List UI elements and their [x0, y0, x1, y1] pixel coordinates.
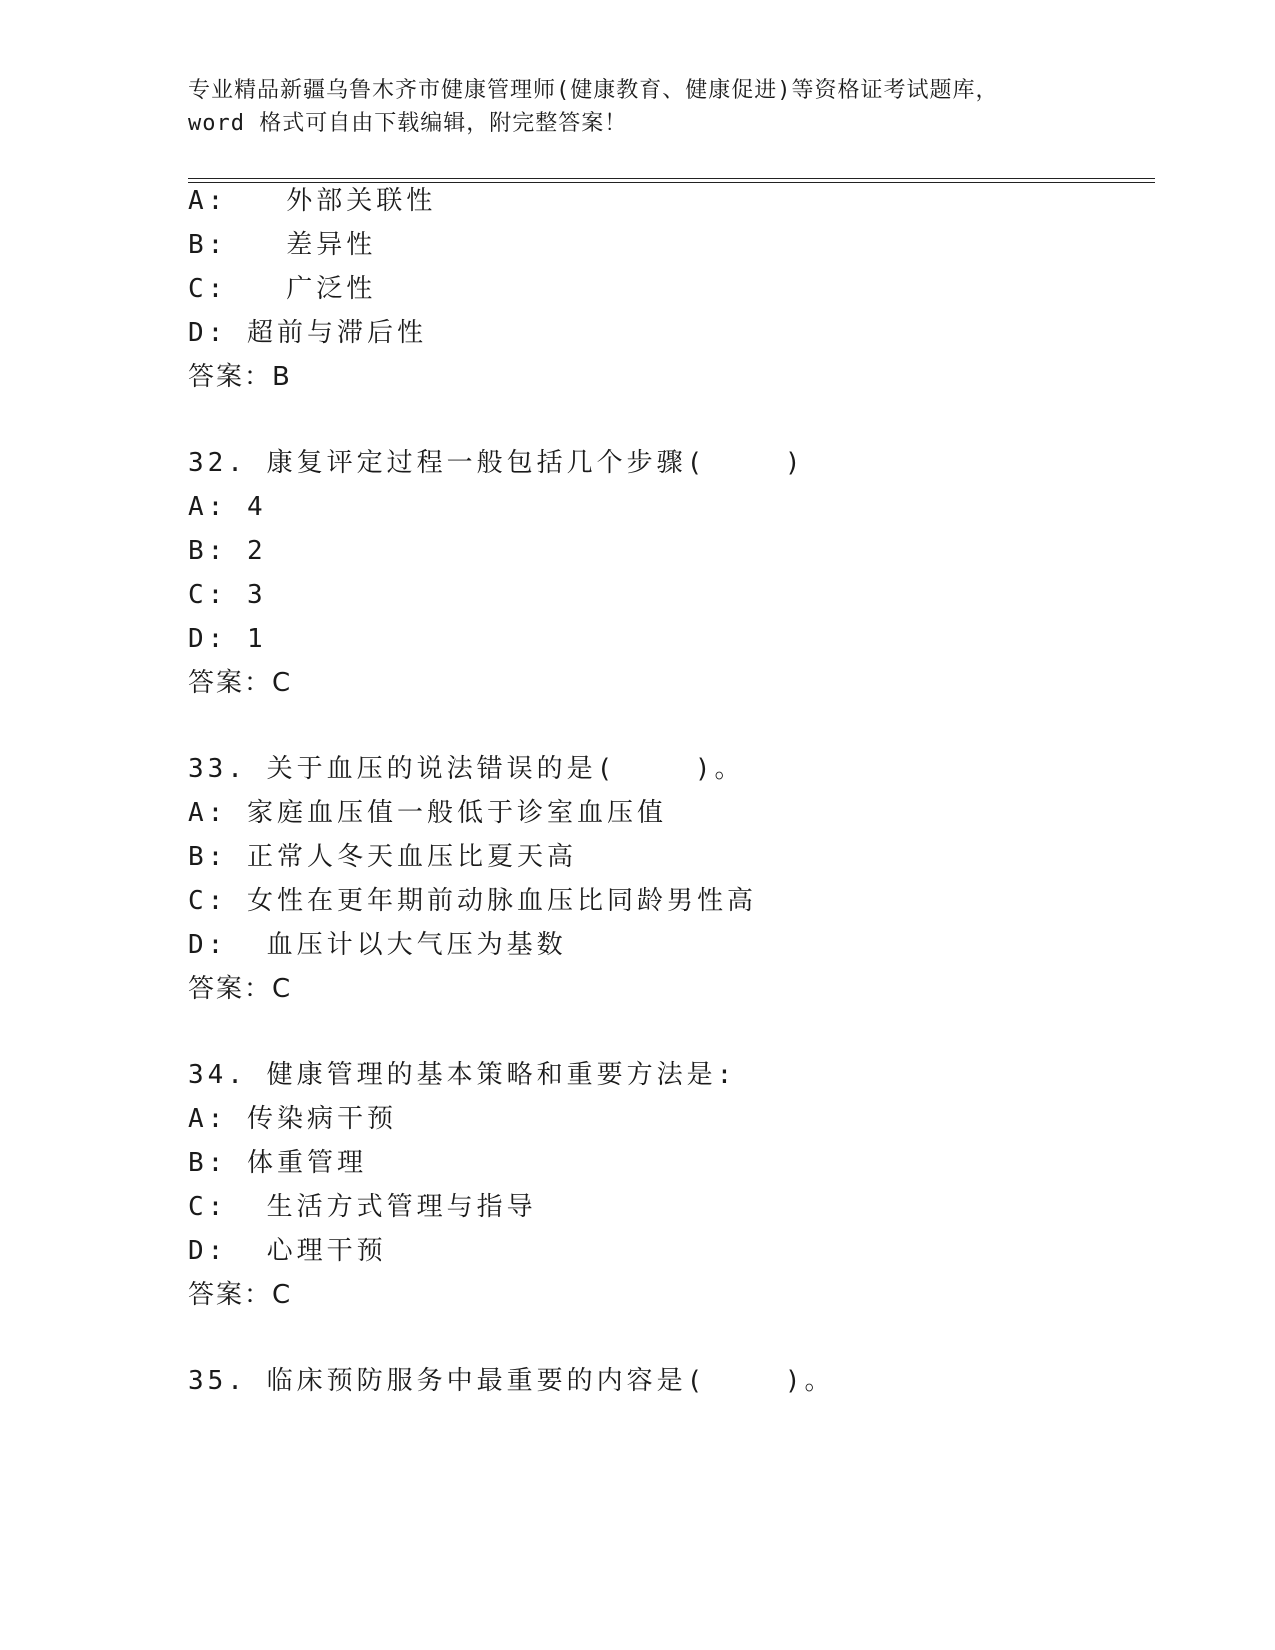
- question-stem: 34. 健康管理的基本策略和重要方法是:: [188, 1060, 737, 1090]
- option-d: D: 1: [188, 624, 267, 654]
- header-line-1: 专业精品新疆乌鲁木齐市健康管理师(健康教育、健康促进)等资格证考试题库，: [188, 78, 999, 103]
- option-b: B: 2: [188, 536, 267, 566]
- header-divider: [188, 178, 1155, 183]
- option-a: A: 传染病干预: [188, 1104, 397, 1134]
- question-stem: 35. 临床预防服务中最重要的内容是( )。: [188, 1366, 835, 1396]
- option-a: A: 家庭血压值一般低于诊室血压值: [188, 798, 667, 828]
- question-stem: 33. 关于血压的说法错误的是( )。: [188, 754, 745, 784]
- option-b: B: 差异性: [188, 230, 377, 260]
- option-b: B: 正常人冬天血压比夏天高: [188, 842, 577, 872]
- option-a: A: 外部关联性: [188, 186, 437, 216]
- option-a: A: 4: [188, 492, 267, 522]
- option-c: C: 3: [188, 580, 267, 610]
- option-d: D: 超前与滞后性: [188, 318, 427, 348]
- answer-line: 答案：C: [188, 668, 293, 698]
- option-d: D: 血压计以大气压为基数: [188, 930, 567, 960]
- option-c: C: 生活方式管理与指导: [188, 1192, 537, 1222]
- option-d: D: 心理干预: [188, 1236, 387, 1266]
- answer-line: 答案：C: [188, 974, 293, 1004]
- option-c: C: 广泛性: [188, 274, 377, 304]
- option-b: B: 体重管理: [188, 1148, 367, 1178]
- answer-line: 答案：B: [188, 362, 292, 392]
- question-stem: 32. 康复评定过程一般包括几个步骤( ): [188, 448, 805, 478]
- header-line-2: word 格式可自由下载编辑，附完整答案！: [188, 111, 628, 136]
- document-header: [188, 74, 1088, 140]
- answer-line: 答案：C: [188, 1280, 293, 1310]
- option-c: C: 女性在更年期前动脉血压比同龄男性高: [188, 886, 757, 916]
